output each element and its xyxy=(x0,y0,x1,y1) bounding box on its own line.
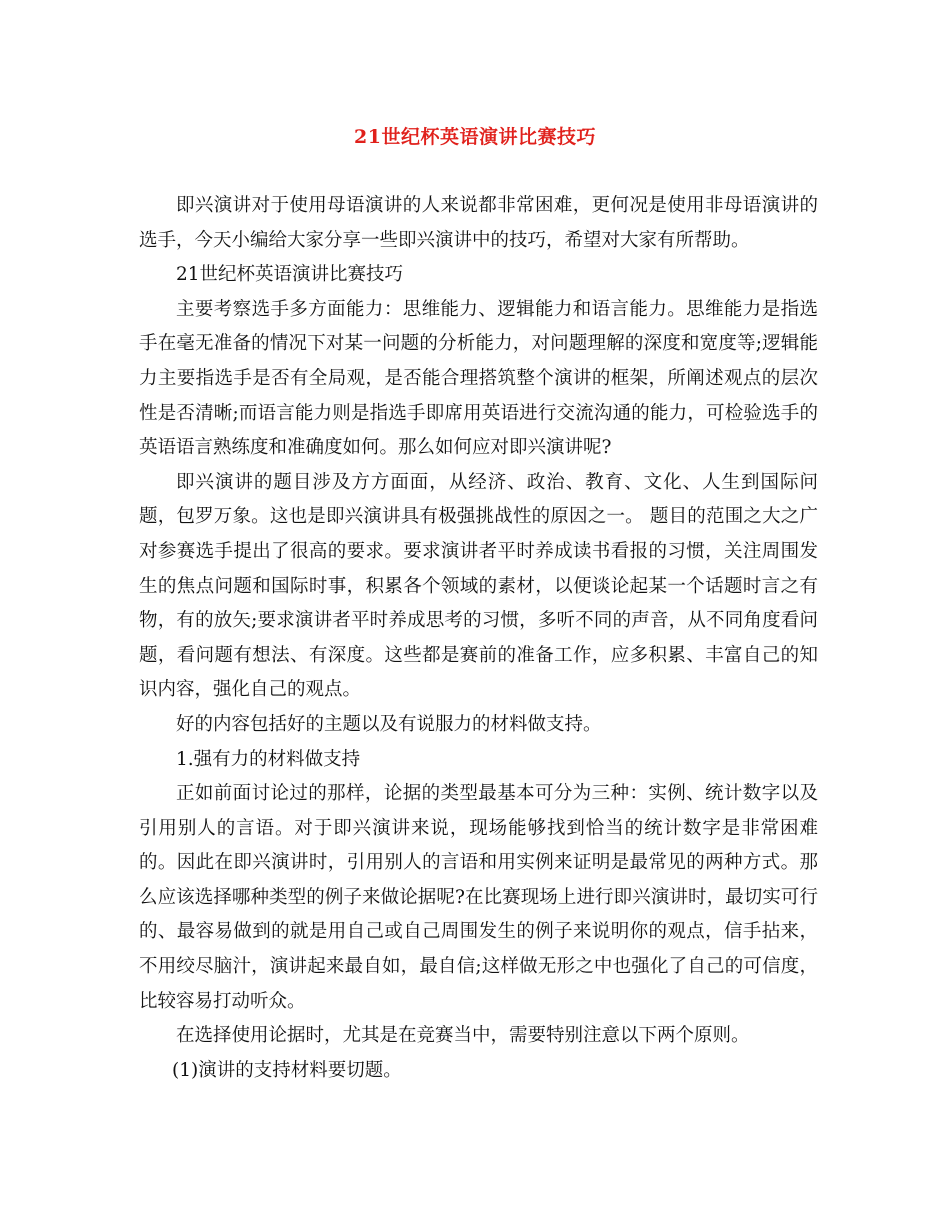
document-title: 21世纪杯英语演讲比赛技巧 xyxy=(354,126,596,148)
document-body xyxy=(139,189,818,1088)
section-heading-1: 1.强有力的材料做支持 xyxy=(176,748,361,770)
paragraph-intro: 即兴演讲对于使用母语演讲的人来说都非常困难，更何况是使用非母语演讲的选手，今天小编给大家分享一些即兴演讲中的技巧，希望对大家有所帮助。 xyxy=(139,195,818,251)
paragraph-good-content: 好的内容包括好的主题以及有说服力的材料做支持。 xyxy=(176,713,602,735)
paragraph-subtitle: 21世纪杯英语演讲比赛技巧 xyxy=(176,264,404,286)
list-item-principle-1: (1)演讲的支持材料要切题。 xyxy=(172,1059,402,1081)
paragraph-abilities: 主要考察选手多方面能力：思维能力、逻辑能力和语言能力。思维能力是指选手在毫无准备的情况下对某一问题的分析能力，对问题理解的深度和宽度等;逻辑能力主要指选手是否有全局观，是否能合理搭筑整个演讲的框架，所阐述观点的层次性是否清晰;而语言能力则是指选手即席用英语进行交流沟通的能力，可检验选手的英语语言熟练度和准确度如何。那么如何应对即兴演讲呢? xyxy=(139,298,818,459)
paragraph-principles: 在选择使用论据时，尤其是在竞赛当中，需要特别注意以下两个原则。 xyxy=(176,1025,750,1047)
paragraph-topics: 即兴演讲的题目涉及方方面面，从经济、政治、教育、文化、人生到国际问题，包罗万象。这也是即兴演讲具有极强挑战性的原因之一。 题目的范围之大之广对参赛选手提出了很高的要求。要求演讲者平时养成读书看报的习惯，关注周围发生的焦点问题和国际时事，积累各个领域的素材，以便谈论起某一个话题时言之有物，有的放矢;要求演讲者平时养成思考的习惯，多听不同的声音，从不同角度看问题，看问题有想法、有深度。这些都是赛前的准备工作，应多积累、丰富自己的知识内容，强化自己的观点。 xyxy=(139,471,818,701)
paragraph-evidence: 正如前面讨论过的那样，论据的类型最基本可分为三种：实例、统计数字以及引用别人的言语。对于即兴演讲来说，现场能够找到恰当的统计数字是非常困难的。因此在即兴演讲时，引用别人的言语和用实例来证明是最常见的两种方式。那么应该选择哪种类型的例子来做论据呢?在比赛现场上进行即兴演讲时，最切实可行的、最容易做到的就是用自己或自己周围发生的例子来说明你的观点，信手拈来，不用绞尽脑汁，演讲起来最自如，最自信;这样做无形之中也强化了自己的可信度，比较容易打动听众。 xyxy=(139,783,818,1012)
